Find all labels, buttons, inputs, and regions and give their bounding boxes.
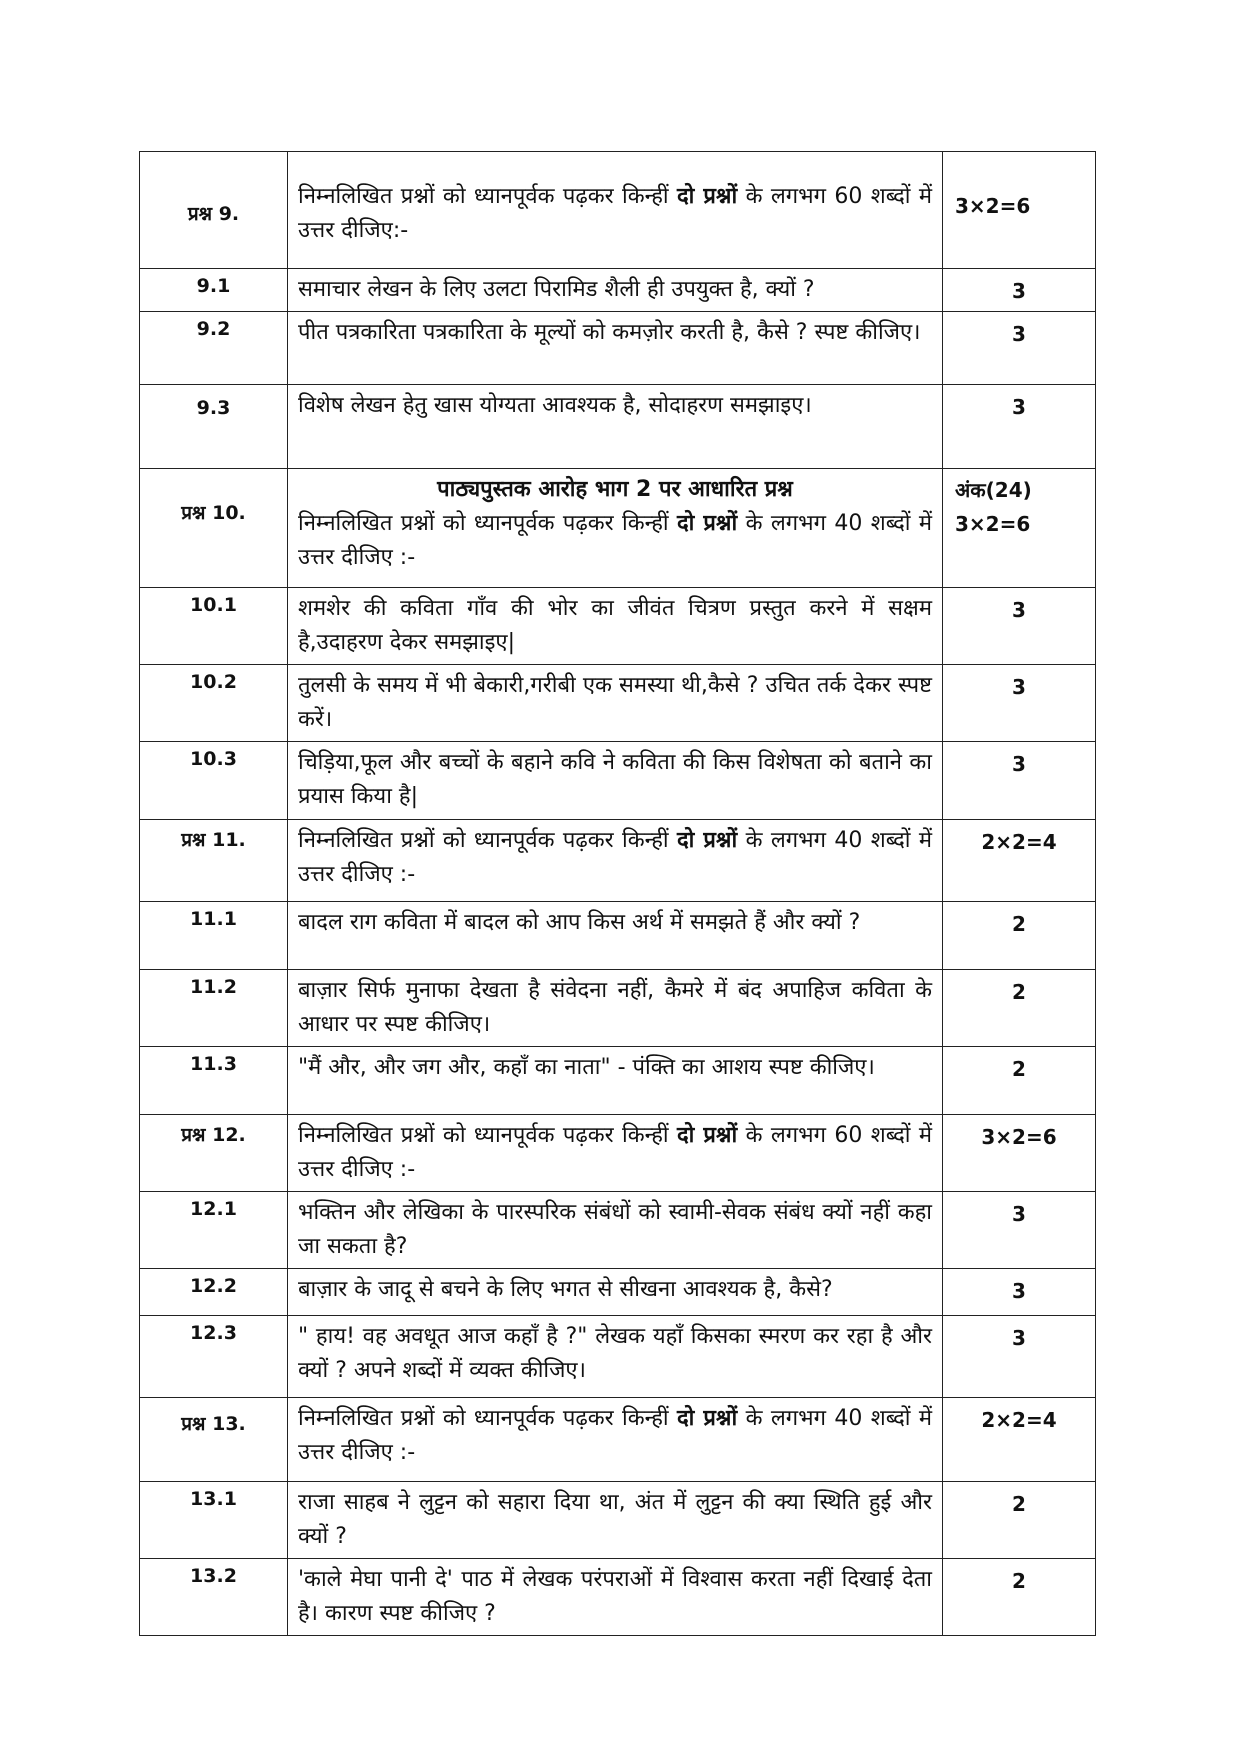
sub-question-number: 13.1 [140, 1482, 288, 1559]
table-row [140, 1482, 1096, 1559]
question-number: प्रश्न 9. [140, 152, 288, 269]
sub-question-text: पीत पत्रकारिता पत्रकारिता के मूल्यों को कमज़ोर करती है, कैसे ? स्पष्ट कीजिए। [288, 312, 943, 385]
table-row [140, 588, 1096, 665]
question-number: प्रश्न 11. [140, 820, 288, 902]
sub-question-number: 10.3 [140, 742, 288, 820]
sub-question-text: विशेष लेखन हेतु खास योग्यता आवश्यक है, सोदाहरण समझाइए। [288, 385, 943, 469]
sub-question-text: बाज़ार सिर्फ मुनाफा देखता है संवेदना नहीं, कैमरे में बंद अपाहिज कविता के आधार पर स्पष्ट कीजिए। [288, 970, 943, 1047]
sub-question-number: 11.2 [140, 970, 288, 1047]
sub-question-number: 12.1 [140, 1192, 288, 1269]
question-instruction: निम्नलिखित प्रश्नों को ध्यानपूर्वक पढ़कर किन्हीं दो प्रश्नों के लगभग 60 शब्दों में उत्तर दीजिए:- [288, 152, 943, 269]
sub-question-text: भक्तिन और लेखिका के पारस्परिक संबंधों को स्वामी-सेवक संबंध क्यों नहीं कहा जा सकता है? [288, 1192, 943, 1269]
table-row [140, 1316, 1096, 1398]
sub-question-marks: 2 [943, 1559, 1096, 1636]
section-heading: पाठ्यपुस्तक आरोह भाग 2 पर आधारित प्रश्न [437, 477, 793, 502]
question-instruction: निम्नलिखित प्रश्नों को ध्यानपूर्वक पढ़कर किन्हीं दो प्रश्नों के लगभग 60 शब्दों में उत्तर दीजिए :- [288, 1115, 943, 1192]
question-marks: अंक(24) 3×2=6 [943, 469, 1096, 588]
sub-question-text: तुलसी के समय में भी बेकारी,गरीबी एक समस्या थी,कैसे ? उचित तर्क देकर स्पष्ट करें। [288, 665, 943, 742]
sub-question-marks: 3 [943, 742, 1096, 820]
table-row [140, 1559, 1096, 1636]
table-row [140, 312, 1096, 385]
question-marks: 3×2=6 [943, 1115, 1096, 1192]
question-table [139, 151, 1096, 1636]
sub-question-text: "मैं और, और जग और, कहाँ का नाता" - पंक्ति का आशय स्पष्ट कीजिए। [288, 1047, 943, 1115]
sub-question-text: चिड़िया,फूल और बच्चों के बहाने कवि ने कविता की किस विशेषता को बताने का प्रयास किया है| [288, 742, 943, 820]
sub-question-number: 11.1 [140, 902, 288, 970]
sub-question-number: 10.2 [140, 665, 288, 742]
table-row [140, 269, 1096, 312]
sub-question-number: 9.3 [140, 385, 288, 469]
question-row-10 [140, 469, 1096, 588]
question-marks: 3×2=6 [943, 152, 1096, 269]
sub-question-text: शमशेर की कविता गाँव की भोर का जीवंत चित्रण प्रस्तुत करने में सक्षम है,उदाहरण देकर समझाइए| [288, 588, 943, 665]
sub-question-marks: 3 [943, 1192, 1096, 1269]
question-row-9 [140, 152, 1096, 269]
sub-question-text: 'काले मेघा पानी दे' पाठ में लेखक परंपराओं में विश्वास करता नहीं दिखाई देता है। कारण स्पष्ट कीजिए ? [288, 1559, 943, 1636]
sub-question-marks: 3 [943, 269, 1096, 312]
table-row [140, 1269, 1096, 1316]
question-instruction: पाठ्यपुस्तक आरोह भाग 2 पर आधारित प्रश्न निम्नलिखित प्रश्नों को ध्यानपूर्वक पढ़कर किन्हीं दो प्रश्नों के लगभग 40 शब्दों में उत्तर दीजिए :- [288, 469, 943, 588]
section-total-marks: अंक(24) [955, 478, 1032, 502]
question-instruction: निम्नलिखित प्रश्नों को ध्यानपूर्वक पढ़कर किन्हीं दो प्रश्नों के लगभग 40 शब्दों में उत्तर दीजिए :- [288, 1398, 943, 1482]
table-row [140, 742, 1096, 820]
sub-question-text: समाचार लेखन के लिए उलटा पिरामिड शैली ही उपयुक्त है, क्यों ? [288, 269, 943, 312]
sub-question-number: 9.1 [140, 269, 288, 312]
sub-question-marks: 2 [943, 902, 1096, 970]
sub-question-text: राजा साहब ने लुट्टन को सहारा दिया था, अंत में लुट्टन की क्या स्थिति हुई और क्यों ? [288, 1482, 943, 1559]
sub-question-marks: 2 [943, 970, 1096, 1047]
sub-question-text: बाज़ार के जादू से बचने के लिए भगत से सीखना आवश्यक है, कैसे? [288, 1269, 943, 1316]
question-row-11 [140, 820, 1096, 902]
table-row [140, 665, 1096, 742]
table-row [140, 385, 1096, 469]
table-row [140, 902, 1096, 970]
table-row [140, 1192, 1096, 1269]
table-row [140, 1047, 1096, 1115]
sub-question-text: बादल राग कविता में बादल को आप किस अर्थ में समझते हैं और क्यों ? [288, 902, 943, 970]
question-marks: 2×2=4 [943, 1398, 1096, 1482]
question-number: प्रश्न 12. [140, 1115, 288, 1192]
sub-question-marks: 3 [943, 588, 1096, 665]
sub-question-number: 12.3 [140, 1316, 288, 1398]
sub-question-marks: 3 [943, 385, 1096, 469]
sub-question-number: 11.3 [140, 1047, 288, 1115]
question-number: प्रश्न 10. [140, 469, 288, 588]
sub-question-marks: 3 [943, 665, 1096, 742]
sub-question-marks: 2 [943, 1047, 1096, 1115]
table-row [140, 970, 1096, 1047]
question-marks: 2×2=4 [943, 820, 1096, 902]
sub-question-number: 10.1 [140, 588, 288, 665]
sub-question-number: 12.2 [140, 1269, 288, 1316]
sub-question-number: 13.2 [140, 1559, 288, 1636]
question-row-12 [140, 1115, 1096, 1192]
question-number: प्रश्न 13. [140, 1398, 288, 1482]
sub-question-marks: 3 [943, 312, 1096, 385]
sub-question-marks: 2 [943, 1482, 1096, 1559]
sub-question-number: 9.2 [140, 312, 288, 385]
sub-question-marks: 3 [943, 1269, 1096, 1316]
question-row-13 [140, 1398, 1096, 1482]
question-instruction: निम्नलिखित प्रश्नों को ध्यानपूर्वक पढ़कर किन्हीं दो प्रश्नों के लगभग 40 शब्दों में उत्तर दीजिए :- [288, 820, 943, 902]
sub-question-text: " हाय! वह अवधूत आज कहाँ है ?" लेखक यहाँ किसका स्मरण कर रहा है और क्यों ? अपने शब्दों में व्यक्त कीजिए। [288, 1316, 943, 1398]
sub-question-marks: 3 [943, 1316, 1096, 1398]
